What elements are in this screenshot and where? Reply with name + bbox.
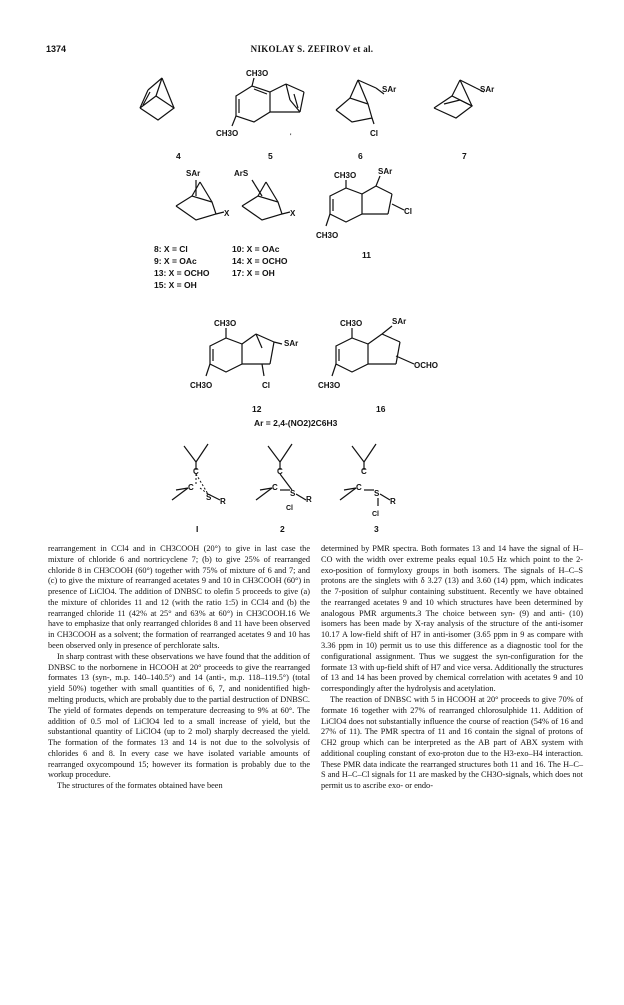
r-3: R [390, 497, 396, 506]
compound-8: 8: X = Cl [154, 244, 188, 254]
body-right-column [321, 544, 583, 792]
running-header-authors: NIKOLAY S. ZEFIROV et al. [250, 44, 374, 54]
left-paragraph-1: rearrangement in CCl4 and in CH3COOH (20°) to give in last case the mixture of chloride 6 and nortricyclene 7; (b) to give 25% of rearranged chloride 8 in CH3COOH (60°) together with 75% of mixture of 6 and 7; and (c) to give the mixture of rearranged acetates 9 and 10 in CH3COOH (60°) in presence of LiClO4. The addition of DNBSC to olefin 5 proceeds to give (a) the mixture of chlorides 11 and 12 (with the ratio 1:5) in CCl4 and (b) the rearranged chloride 11 (42% at 25° and 63% at 60°) in CH3COOH.16 We have to emphasize that only rearranged chlorides 8 and 11 have been observed in CH3COOH as a solvent; the formation of rearranged acetates 9 and 10 has been observed only in presence of perchlorate salts. [48, 544, 310, 651]
r-I: R [220, 497, 226, 506]
x-row2-b: X [290, 209, 296, 218]
label-16: 16 [376, 404, 386, 414]
sar-row2-a: SAr [186, 169, 201, 178]
sar-16: SAr [392, 317, 407, 326]
structure-7 [434, 80, 484, 118]
sar-12: SAr [284, 339, 299, 348]
label-I: I [196, 524, 199, 534]
compound-13: 13: X = OCHO [154, 268, 210, 278]
c-3-top: C [361, 467, 367, 476]
structure-8-15 [176, 180, 224, 220]
label-5: 5 [268, 151, 273, 161]
cl-6: Cl [370, 129, 378, 138]
s-2: S [290, 489, 296, 498]
label-3: 3 [374, 524, 379, 534]
ch3o-12-bottom: CH3O [190, 381, 213, 390]
label-12: 12 [252, 404, 262, 414]
s-I: S [206, 493, 212, 502]
compound-17: 17: X = OH [232, 268, 275, 278]
compound-15: 15: X = OH [154, 280, 197, 290]
structure-5 [232, 78, 304, 126]
sar-7: SAr [480, 85, 495, 94]
sar-6: SAr [382, 85, 397, 94]
structure-4 [140, 78, 174, 120]
label-4: 4 [176, 151, 181, 161]
structure-10-17 [242, 180, 290, 220]
cl-2: Cl [286, 505, 293, 512]
compound-14: 14: X = OCHO [232, 256, 288, 266]
c-I-top: C [193, 467, 199, 476]
ch3o-11-bottom: CH3O [316, 231, 339, 240]
cl-11: Cl [404, 207, 412, 216]
ars-row2-b: ArS [234, 169, 249, 178]
cl-12: Cl [262, 381, 270, 390]
left-paragraph-3: The structures of the formates obtained have been [57, 781, 223, 791]
c-2-left: C [272, 483, 278, 492]
right-paragraph-1: determined by PMR spectra. Both formates 13 and 14 have the signal of H–CO with the width over extreme peaks equal 10.5 Hz which point to the 2-exo-position of formyloxy groups in both isomers. The signals of H–C–S protons are the singlets with δ 3.27 (13) and 3.60 (14) ppm, which indicates the 7-position of sulphur containing substituent. Recently we have obtained the rearranged acetates 9 and 10 which structures have been determined by analogous PMR arguments.3 The choice between syn- (9) and anti- (10) isomers has been made by X-ray analysis of the structure of the anti-isomer 10.17 A low-field shift of H7 in anti-isomer (3.65 ppm in 9 as compare with 3.36 ppm in 10) permit us to use this difference as a diagnostic tool for the configurational assignment. Thus we suggest the syn-configuration for the formate 13 with up-field shift of H7 and vice versa. Additionally the structures of 13 and 14 has been proved by chemical correlation with acetates 9 and 10 correspondingly after the hydrolysis and acetylation. [321, 544, 583, 694]
cl-3: Cl [372, 511, 379, 518]
c-I-left: C [188, 483, 194, 492]
ch3o-11-top: CH3O [334, 171, 357, 180]
structure-16 [332, 326, 414, 376]
c-3-left: C [356, 483, 362, 492]
ch3o-5-top: CH3O [246, 69, 269, 78]
label-7: 7 [462, 151, 467, 161]
ch3o-12-top: CH3O [214, 319, 237, 328]
r-2: R [306, 495, 312, 504]
ch3o-5-bottom: CH3O [216, 129, 239, 138]
structure-6 [336, 80, 384, 124]
compound-10: 10: X = OAc [232, 244, 280, 254]
structure-12 [206, 328, 282, 376]
ocho-16: OCHO [414, 361, 438, 370]
s-3: S [374, 489, 380, 498]
dot-mark: ' [290, 134, 292, 140]
right-paragraph-2: The reaction of DNBSC with 5 in HCOOH at 20° proceeds to give 70% of formate 16 together with 27% of rearranged chlorosulphide 11. Addition of LiClO4 does not substantially influence the course of reaction (54% of 16 and 27% of 11). The PMR spectra of 11 and 16 contain the signal of protons of CH2 group which can be interpreted as the AB part of ABX system with additional coupling constant of exo-proton due to the H3-exo–H4 interaction. These PMR data indicate the rearranged structures both 11 and 16. The H–C–S and H–C–Cl signals for 11 are masked by the CH3O-signals, which does not permit us to ascribe exo- or endo- [321, 694, 583, 791]
c-2-top: C [277, 467, 283, 476]
structure-11 [326, 176, 404, 226]
label-2: 2 [280, 524, 285, 534]
compound-9: 9: X = OAc [154, 256, 197, 266]
ar-definition: Ar = 2,4-(NO2)2C6H3 [254, 418, 338, 428]
ch3o-16-bottom: CH3O [318, 381, 341, 390]
ch3o-16-top: CH3O [340, 319, 363, 328]
body-left-column [48, 544, 310, 792]
label-6: 6 [358, 151, 363, 161]
page-number: 1374 [46, 44, 67, 54]
label-11: 11 [362, 250, 371, 260]
left-paragraph-2: In sharp contrast with these observations we have found that the addition of DNBSC to the norbornene in HCOOH at 20° proceeds to give the rearranged formates 13 (syn-, m.p. 140–140.5°) and 14 (anti-, m.p. 118–119.5°) (total yield 50%) together with small quantities of 6, 7, and nonidentified high-melting products, which are probably due to the partial destruction of DNBSC. The yield of formates depends on temperature decreasing to 9% at 60°. The addition of 0.5 mol of LiClO4 led to a small increase of yield, but the substantional quantity of LiClO4 (up to 2 mol) sharply decreased the yield. The formation of the formates 13 and 14 is not due to the solvolysis of chlorides 6 and 8. In every case we have isolated variable amounts of rearranged oxycompound 15; however its formation is probably due to the workup procedure. [48, 651, 310, 780]
x-row2-a: X [224, 209, 230, 218]
sar-11: SAr [378, 167, 393, 176]
